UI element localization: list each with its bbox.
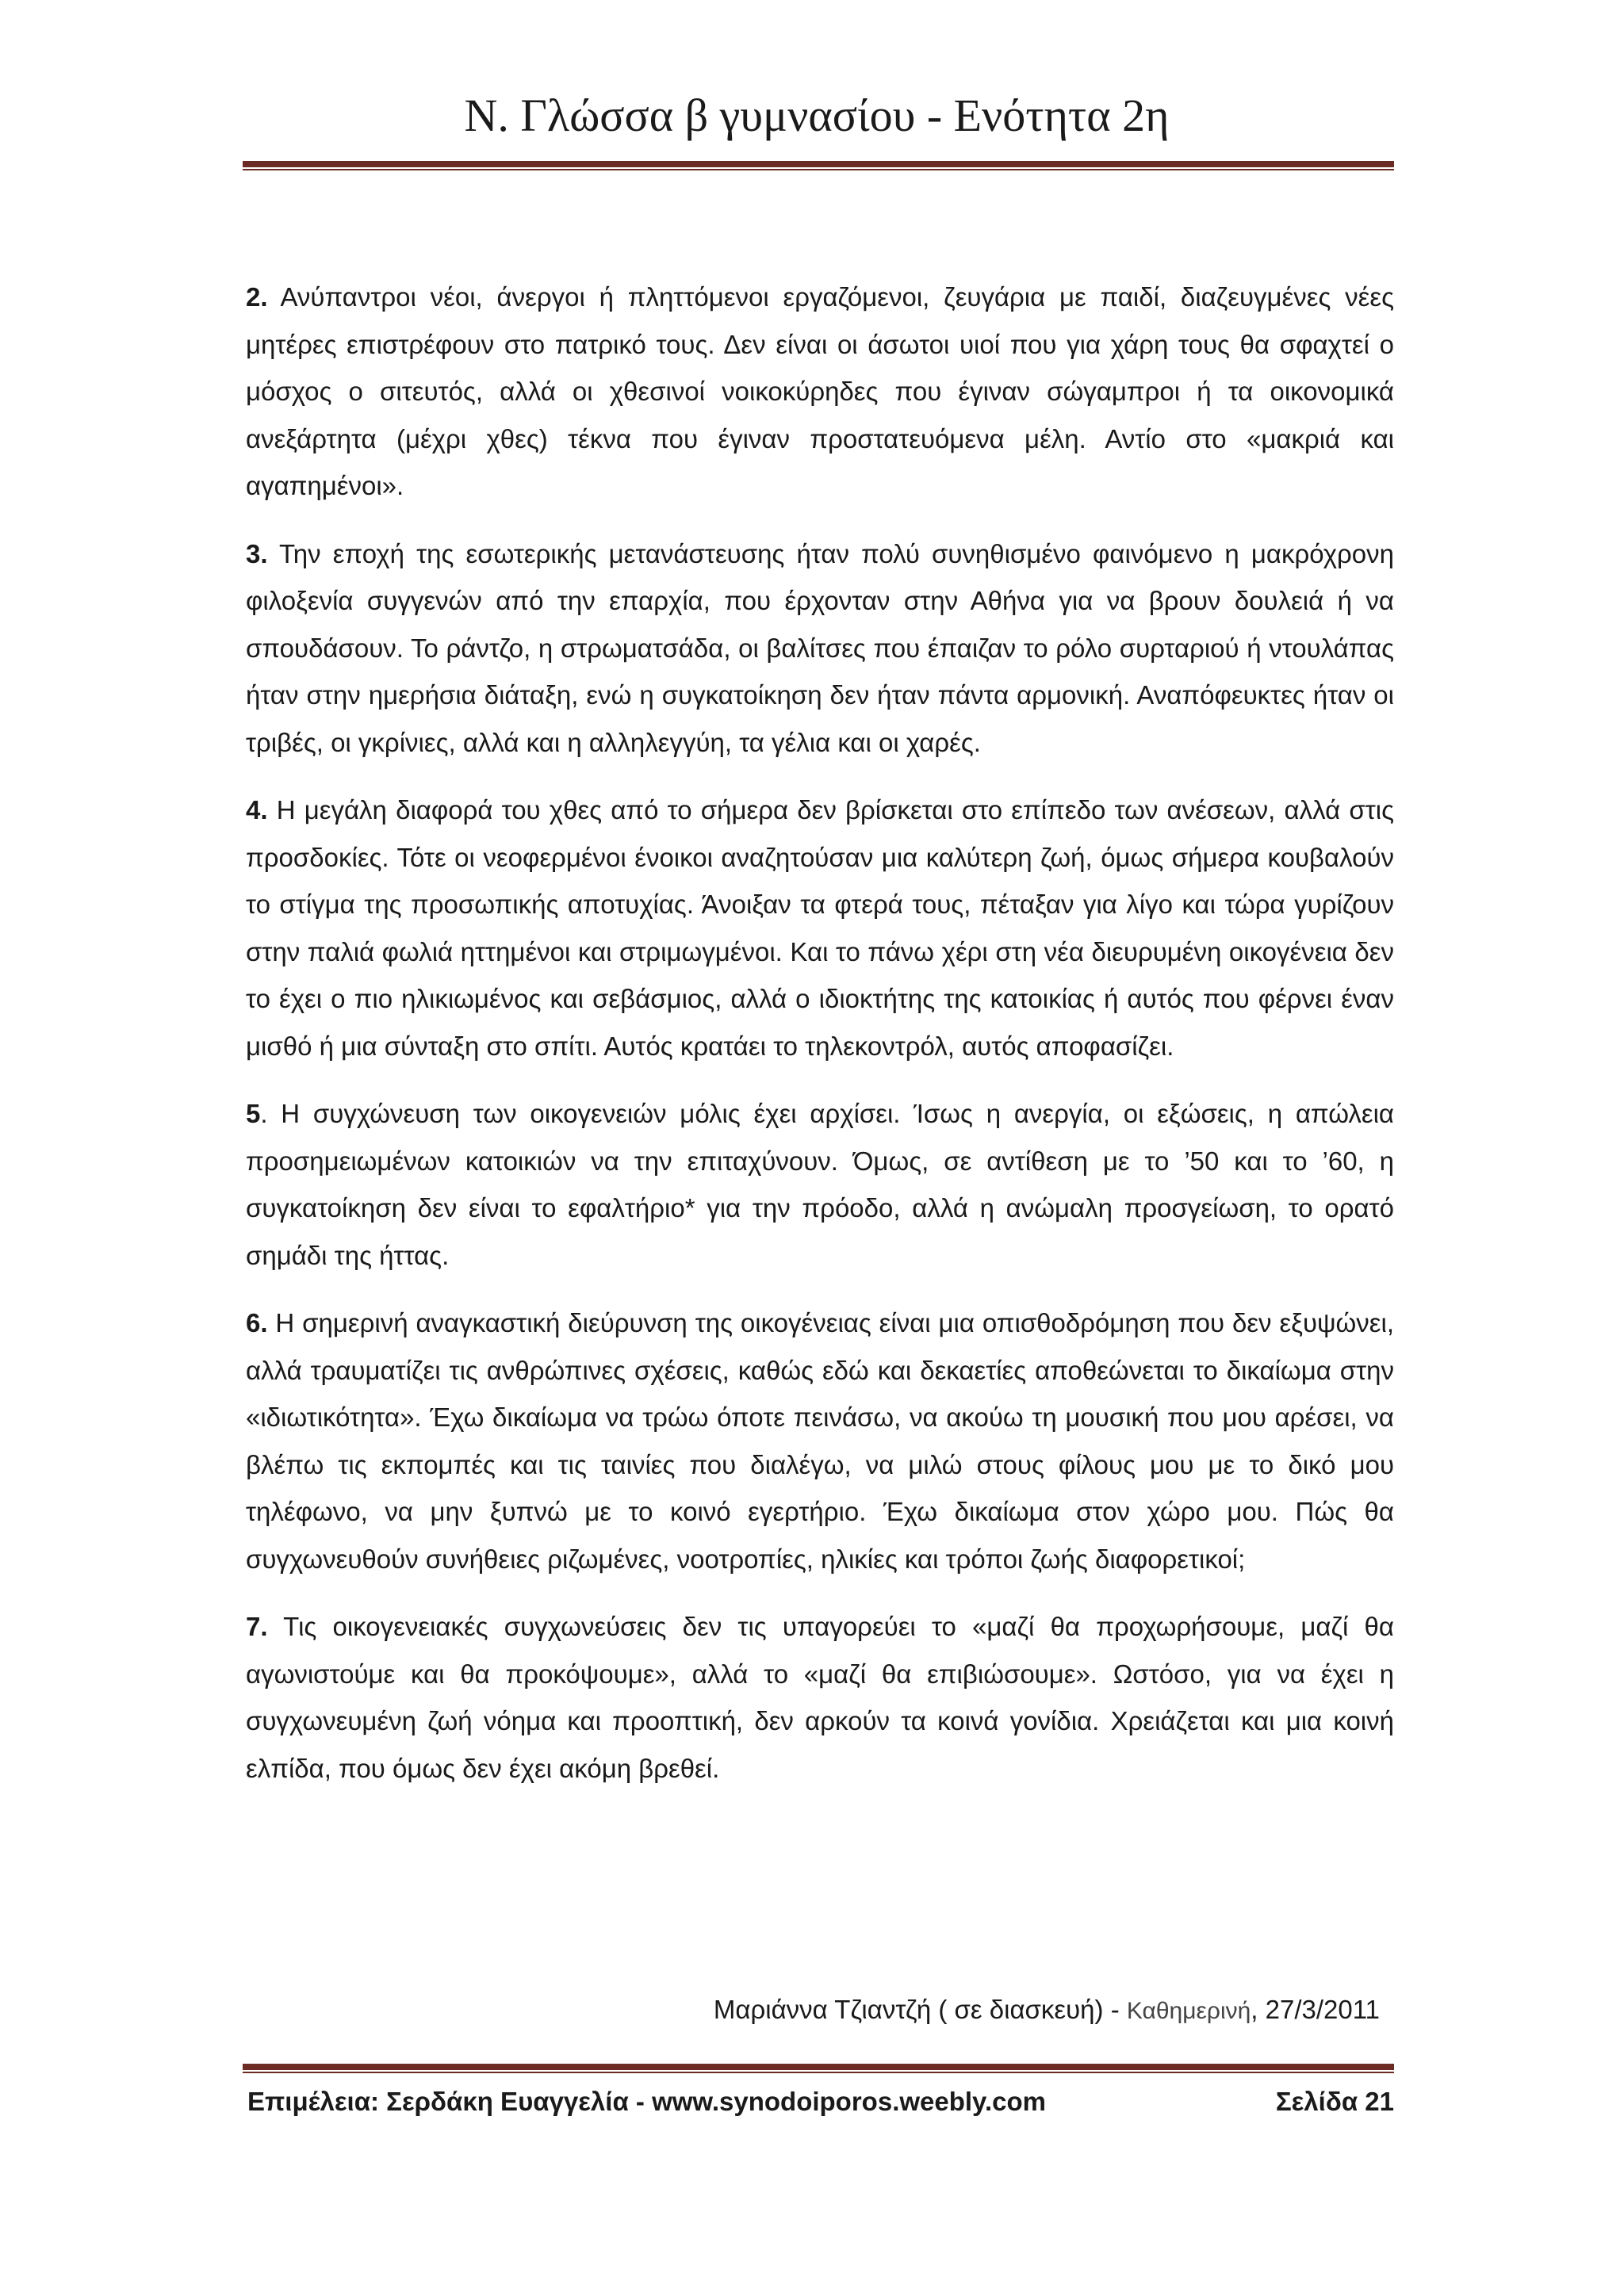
signature-author: Μαριάννα Τζιαντζή ( σε διασκευή) - [713, 1995, 1127, 2024]
paragraph-text: Την εποχή της εσωτερικής μετανάστευσης ήταν πολύ συνηθισμένο φαινόμενο η μακρόχρονη φιλοξενία συγγενών από την επαρχία, που έρχονταν στην Αθήνα για να βρουν δουλειά ή να σπουδάσουν. Το ράντζο, η στρωματσάδα, οι βαλίτσες που έπαιζαν το ρόλο συρταριού ή ντουλάπας ήταν στην ημερήσια διάταξη, ενώ η συγκατοίκηση δεν ήταν πάντα αρμονική. Αναπόφευκτες ήταν οι τριβές, οι γκρίνιες, αλλά και η αλληλεγγύη, τα γέλια και οι χαρές. [246, 538, 1394, 757]
paragraph-number: 5 [246, 1099, 261, 1128]
paragraph-4 [246, 786, 1394, 1070]
paragraph-2 [246, 274, 1394, 510]
footer-credits: Επιμέλεια: Σερδάκη Ευαγγελία - www.synodoiporos.weebly.com [247, 2087, 1046, 2116]
signature-newspaper: Καθημερινή [1126, 1998, 1251, 2024]
paragraph-text: Η σημερινή αναγκαστική διεύρυνση της οικογένειας είναι μια οπισθοδρόμηση που δεν εξυψώνει, αλλά τραυματίζει τις ανθρώπινες σχέσεις, καθώς εδώ και δεκαετίες αποθεώνεται το δικαίωμα στην «ιδιωτικότητα». Έχω δικαίωμα να τρώω όποτε πεινάσω, να ακούω τη μουσική που μου αρέσει, να βλέπω τις εκπομπές και τις ταινίες που διαλέγω, να μιλώ στους φίλους μου με το δικό μου τηλέφωνο, να μην ξυπνώ με το κοινό εγερτήριο. Έχω δικαίωμα στον χώρο μου. Πώς θα συγχωνευθούν συνήθειες ριζωμένες, νοοτροπίες, ηλικίες και τρόποι ζωής διαφορετικοί; [246, 1308, 1394, 1574]
header-rule [243, 161, 1394, 170]
paragraph-number: 2. [246, 282, 268, 312]
paragraph-text: Τις οικογενειακές συγχωνεύσεις δεν τις υπαγορεύει το «μαζί θα προχωρήσουμε, μαζί θα αγωνιστούμε και θα προκόψουμε», αλλά το «μαζί θα επιβιώσουμε». Ωστόσο, για να έχει η συγχωνευμένη ζωή νόημα και προοπτική, δεν αρκούν τα κοινά γονίδια. Χρειάζεται και μια κοινή ελπίδα, που όμως δεν έχει ακόμη βρεθεί. [246, 1612, 1394, 1783]
paragraph-number: 3. [246, 538, 268, 568]
paragraph-3 [246, 530, 1394, 767]
paragraph-7 [246, 1603, 1394, 1792]
source-signature [714, 1995, 1380, 2025]
paragraph-number: 7. [246, 1612, 268, 1641]
paragraph-5 [246, 1090, 1394, 1279]
signature-date: , 27/3/2011 [1251, 1995, 1380, 2024]
paragraph-text: Ανύπαντροι νέοι, άνεργοι ή πληττόμενοι εργαζόμενοι, ζευγάρια με παιδί, διαζευγμένες νέες μητέρες επιστρέφουν στο πατρικό τους. Δεν είναι οι άσωτοι υιοί που για χάρη τους θα σφαχτεί ο μόσχος ο σιτευτός, αλλά οι χθεσινοί νοικοκύρηδες που έγιναν σώγαμπροι ή τα οικονομικά ανεξάρτητα (μέχρι χθες) τέκνα που έγιναν προστατευόμενα μέλη. Αντίο στο «μακριά και αγαπημένοι». [246, 282, 1394, 500]
page-footer [247, 2087, 1394, 2117]
paragraph-6 [246, 1299, 1394, 1582]
paragraph-number: 6. [246, 1308, 268, 1337]
paragraph-text: Η μεγάλη διαφορά του χθες από το σήμερα δεν βρίσκεται στο επίπεδο των ανέσεων, αλλά στις προσδοκίες. Τότε οι νεοφερμένοι ένοικοι αναζητούσαν μια καλύτερη ζωή, όμως σήμερα κουβαλούν το στίγμα της προσωπικής αποτυχίας. Άνοιξαν τα φτερά τους, πέταξαν για λίγο και τώρα γυρίζουν στην παλιά φωλιά ηττημένοι και στριμωγμένοι. Και το πάνω χέρι στη νέα διευρυμένη οικογένεια δεν το έχει ο πιο ηλικιωμένος και σεβάσμιος, αλλά ο ιδιοκτήτης της κατοικίας ή αυτός που φέρνει έναν μισθό ή μια σύνταξη στο σπίτι. Αυτός κρατάει το τηλεκοντρόλ, αυτός αποφασίζει. [246, 795, 1394, 1061]
page-title: Ν. Γλώσσα β γυμνασίου - Ενότητα 2η [464, 90, 1170, 141]
paragraph-text: . Η συγχώνευση των οικογενειών μόλις έχει αρχίσει. Ίσως η ανεργία, οι εξώσεις, η απώλεια προσημειωμένων κατοικιών να την επιταχύνουν. Όμως, σε αντίθεση με το ’50 και το ’60, η συγκατοίκηση δεν είναι το εφαλτήριο* για την πρόοδο, αλλά η ανώμαλη προσγείωση, το ορατό σημάδι της ήττας. [246, 1099, 1394, 1270]
page-number: Σελίδα 21 [1275, 2087, 1394, 2116]
article-body [246, 274, 1394, 1812]
footer-rule [243, 2064, 1394, 2073]
paragraph-number: 4. [246, 795, 268, 825]
